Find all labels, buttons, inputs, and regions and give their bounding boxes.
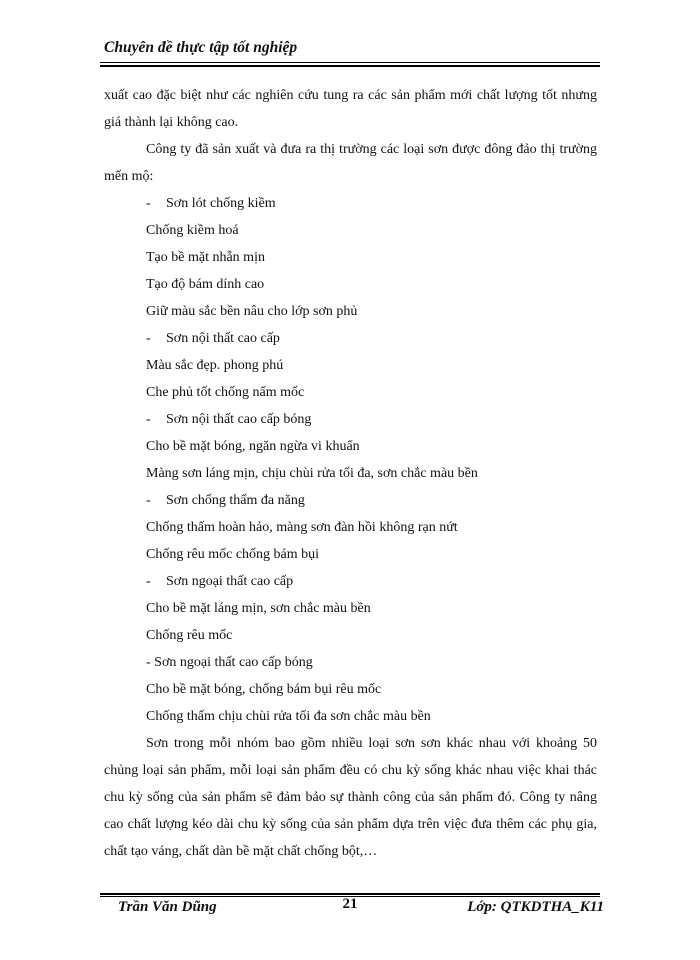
list-item: Cho bề mặt láng mịn, sơn chắc màu bền (146, 601, 371, 616)
list-item-text: Sơn ngoại thất cao cấp (166, 574, 294, 589)
bullet-dash: - (146, 331, 151, 346)
list-item: Chống thấm hoàn hảo, màng sơn đàn hồi không rạn nứt (146, 520, 458, 535)
list-item-text: Sơn chống thấm đa năng (166, 493, 305, 508)
footer-author: Trần Văn Dũng (118, 899, 217, 915)
list-item: - Sơn ngoại thất cao cấp bóng (146, 655, 313, 670)
list-item: Chống thấm chịu chùi rửa tối đa sơn chắc màu bền (146, 709, 431, 724)
list-item: Chống rêu mốc chống bám bụi (146, 547, 320, 562)
bullet-dash: - (146, 493, 151, 508)
header-rule-thick (100, 65, 600, 67)
paragraph-intro: Công ty đã sản xuất và đưa ra thị trường các loại sơn được đông đảo thị trường mến mộ: (104, 142, 597, 184)
paragraph-continuation: xuất cao đặc biệt như các nghiên cứu tung ra các sản phẩm mới chất lượng tốt nhưng giá thành lại không cao. (104, 88, 597, 130)
list-item-bullet (104, 190, 597, 217)
list-item: Màng sơn láng mịn, chịu chùi rửa tối đa, sơn chắc màu bền (146, 466, 478, 481)
list-item: Cho bề mặt bóng, ngăn ngừa vi khuẩn (146, 439, 360, 454)
list-item: Che phủ tốt chống nấm mốc (146, 385, 305, 400)
list-item-bullet (104, 406, 597, 433)
list-item: Màu sắc đẹp. phong phú (146, 358, 284, 373)
list-item: Giữ màu sắc bền nâu cho lớp sơn phủ (146, 304, 358, 319)
document-body (104, 82, 597, 865)
bullet-dash: - (146, 196, 151, 211)
header-rule-thin (100, 62, 600, 63)
bullet-dash: - (146, 412, 151, 427)
list-item: Tạo bề mặt nhẵn mịn (146, 250, 265, 265)
list-item-bullet (104, 487, 597, 514)
list-item-bullet (104, 325, 597, 352)
list-item: Tạo độ bám dính cao (146, 277, 265, 292)
list-item: Chống kiềm hoá (146, 223, 239, 238)
page-number: 21 (342, 896, 358, 912)
list-item: Cho bề mặt bóng, chống bám bụi rêu mốc (146, 682, 382, 697)
list-item-text: Sơn nội thất cao cấp (166, 331, 280, 346)
list-item-text: Sơn nội thất cao cấp bóng (166, 412, 312, 427)
bullet-dash: - (146, 574, 151, 589)
list-item-text: Sơn lót chống kiềm (166, 196, 276, 211)
page-header-title: Chuyên đề thực tập tốt nghiệp (104, 39, 298, 56)
footer-rule-thick (100, 893, 600, 895)
list-item-bullet (104, 568, 597, 595)
paragraph-closing: Sơn trong mỗi nhóm bao gồm nhiều loại sơn sơn khác nhau với khoảng 50 chủng loại sản phẩm, mỗi loại sản phẩm đều có chu kỳ sống khác nhau việc khai thác chu kỳ sống của sản phẩm sẽ đảm bảo sự thành công của sản phẩm đó. Công ty nâng cao chất lượng kéo dài chu kỳ sống của sản phẩm dựa trên việc đưa thêm các phụ gia, chất tạo váng, chất dàn bề mặt chất chống bột,… (104, 736, 597, 859)
footer-class: Lớp: QTKDTHA_K11 (467, 899, 604, 915)
list-item: Chống rêu mốc (146, 628, 233, 643)
